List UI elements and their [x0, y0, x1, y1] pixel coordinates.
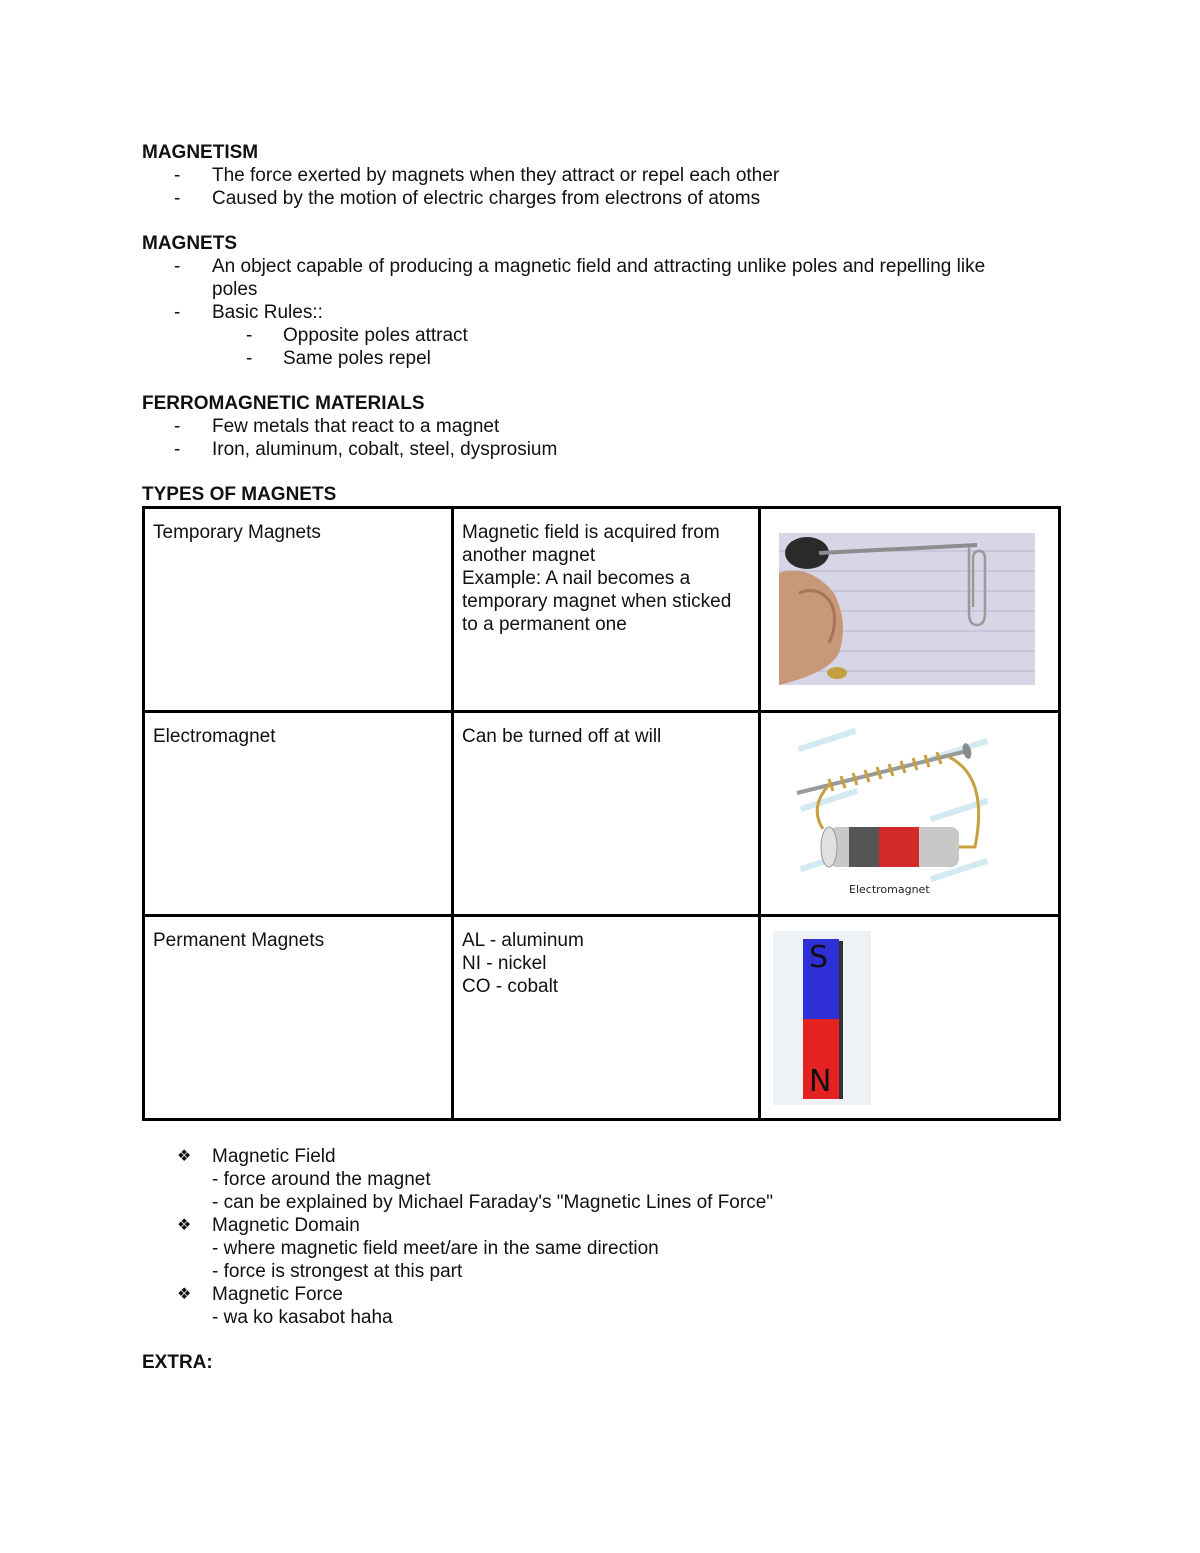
- list-item: - Caused by the motion of electric charges from electrons of atoms: [174, 188, 761, 209]
- magnets-list: [142, 255, 1062, 370]
- table-cell: Temporary Magnets: [144, 508, 453, 712]
- list-item: - Few metals that react to a magnet: [174, 416, 500, 437]
- diamond-bullet-icon: ❖: [177, 1217, 192, 1234]
- table-row: [144, 916, 1060, 1120]
- diamond-bullet-icon: ❖: [177, 1148, 192, 1165]
- table-cell: AL - aluminum NI - nickel CO - cobalt: [453, 916, 760, 1120]
- table-cell: [760, 916, 1060, 1120]
- temporary-magnet-photo: [779, 533, 1035, 685]
- list-item: - Basic Rules:: - Opposite poles attract - Same poles repel: [142, 301, 1062, 370]
- concepts-list: [142, 1145, 1062, 1329]
- list-item: - Same poles repel: [246, 348, 431, 369]
- list-item: - An object capable of producing a magnetic field and attracting unlike poles and repelling like poles: [174, 256, 986, 300]
- list-item: ❖ Magnetic Domain - where magnetic field meet/are in the same direction - force is strongest at this part: [177, 1215, 659, 1282]
- list-item: - Opposite poles attract: [246, 325, 468, 346]
- list-item: - The force exerted by magnets when they attract or repel each other: [174, 165, 780, 186]
- magnetism-list: [142, 164, 1062, 210]
- electromagnet-illustration: [789, 717, 1019, 903]
- table-cell: [760, 712, 1060, 916]
- south-pole-label: S: [809, 940, 829, 975]
- magnetism-heading: MAGNETISM: [142, 142, 259, 163]
- table-cell: Magnetic field is acquired from another magnet Example: A nail becomes a temporary magnet when sticked to a permanent one: [453, 508, 760, 712]
- bar-magnet-illustration: [773, 931, 871, 1105]
- basic-rules-list: [212, 324, 1062, 370]
- types-heading: TYPES OF MAGNETS: [142, 484, 337, 505]
- table-cell: [760, 508, 1060, 712]
- diamond-bullet-icon: ❖: [177, 1286, 192, 1303]
- extra-heading: EXTRA:: [142, 1352, 213, 1373]
- table-cell: Can be turned off at will: [453, 712, 760, 916]
- list-item: ❖ Magnetic Field - force around the magnet - can be explained by Michael Faraday's "Magnetic Lines of Force": [177, 1146, 774, 1213]
- north-pole-label: N: [809, 1064, 832, 1099]
- table-row: [144, 508, 1060, 712]
- table-cell: Permanent Magnets: [144, 916, 453, 1120]
- table-cell: Electromagnet: [144, 712, 453, 916]
- electromagnet-caption: Electromagnet: [849, 883, 930, 896]
- list-item: - Iron, aluminum, cobalt, steel, dysprosium: [174, 439, 558, 460]
- types-of-magnets-table: [142, 506, 1061, 1121]
- document-page: [142, 141, 1062, 1374]
- table-row: [144, 712, 1060, 916]
- ferromagnetic-list: [142, 415, 1062, 461]
- magnets-heading: MAGNETS: [142, 233, 237, 254]
- list-item: ❖ Magnetic Force - wa ko kasabot haha: [177, 1284, 393, 1328]
- ferromagnetic-heading: FERROMAGNETIC MATERIALS: [142, 393, 425, 414]
